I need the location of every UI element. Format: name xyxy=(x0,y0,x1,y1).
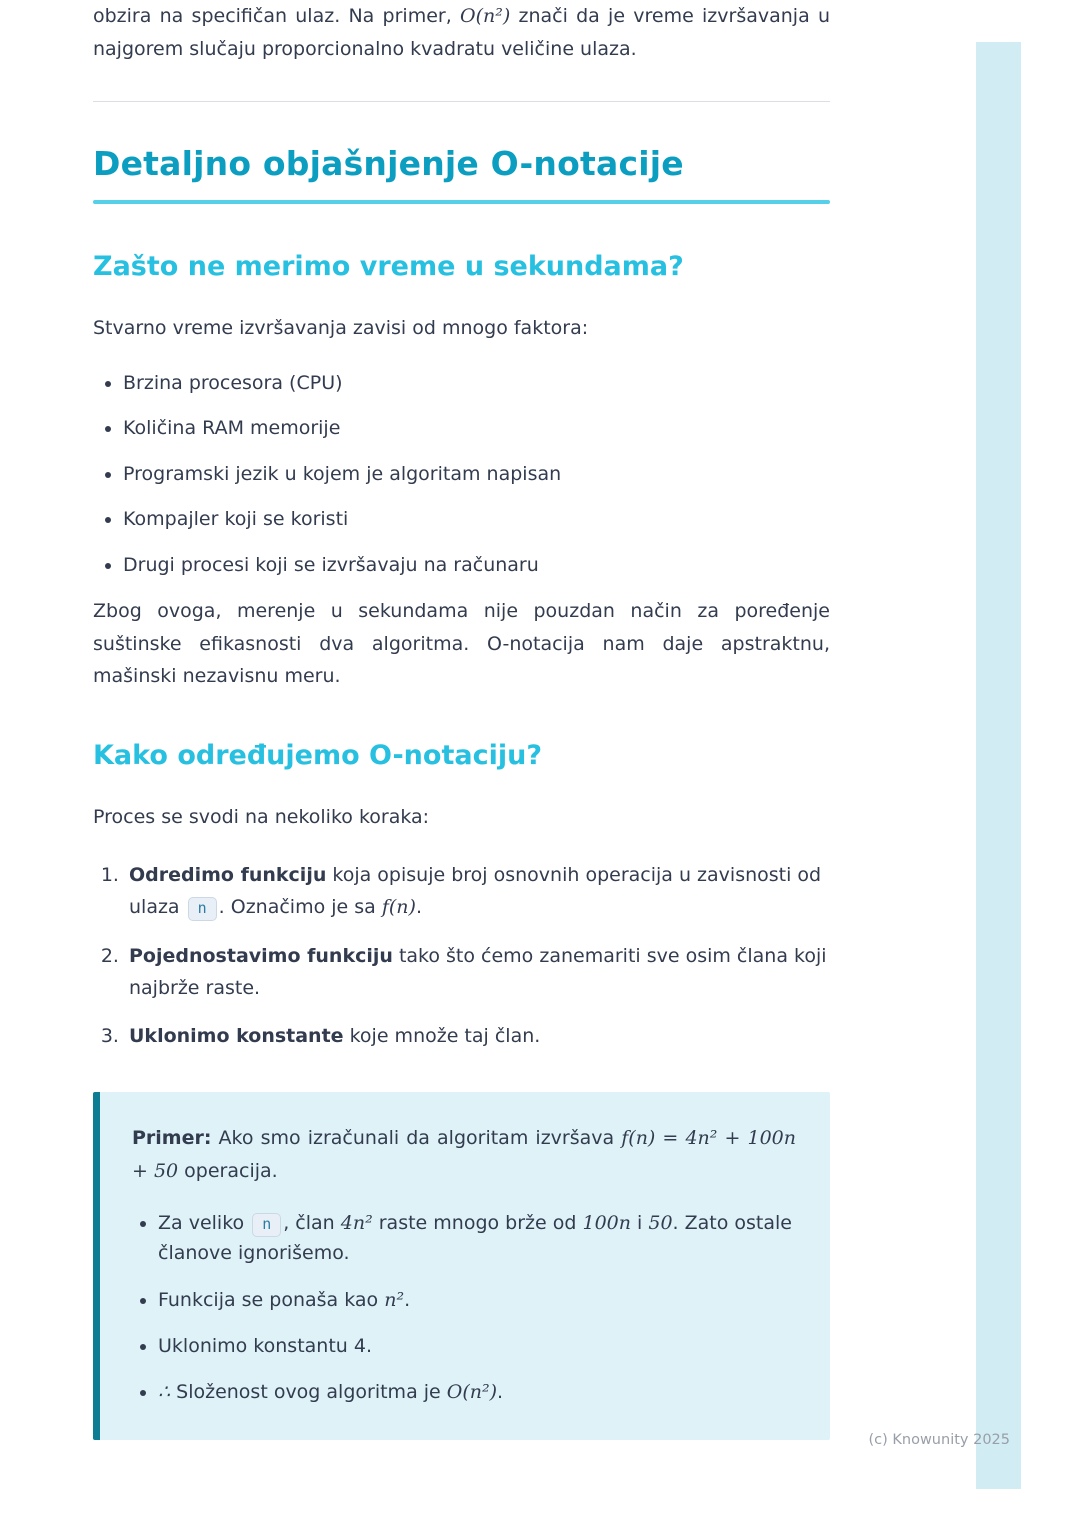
copyright-notice: (c) Knowunity 2025 xyxy=(868,1432,1010,1448)
intro-paragraph xyxy=(93,0,830,65)
math-n-squared: n² xyxy=(384,1288,405,1311)
list-item: • Drugi procesi koji se izvršavaju na računaru xyxy=(123,550,830,580)
step-text: tako što ćemo zanemariti sve osim člana koji najbrže raste. xyxy=(129,944,827,999)
math-o-n-squared: O(n²) xyxy=(446,1381,498,1404)
math-100n: 100n xyxy=(582,1211,631,1234)
factors-list xyxy=(93,368,830,580)
example-item-text: Funkcija se ponaša kao xyxy=(158,1288,385,1311)
therefore-symbol: ∴ xyxy=(158,1381,171,1404)
list-item: • Količina RAM memorije xyxy=(123,413,830,443)
example-item-text: Složenost ovog algoritma je xyxy=(170,1381,447,1404)
example-label: Primer: xyxy=(132,1127,212,1150)
example-callout xyxy=(93,1092,830,1439)
step-item-2 xyxy=(125,940,830,1005)
step-bold-label: Pojednostavimo funkciju xyxy=(129,944,393,967)
example-item-text: Za veliko xyxy=(158,1211,251,1234)
heading-underline xyxy=(93,200,830,204)
step-item-3 xyxy=(125,1020,830,1052)
list-item: • Kompajler koji se koristi xyxy=(123,504,830,534)
example-item-text: . xyxy=(497,1381,504,1404)
example-item-text: . xyxy=(404,1288,411,1311)
example-item-3 xyxy=(158,1331,796,1361)
example-text: operacija. xyxy=(178,1160,278,1183)
math-o-n-squared: O(n²) xyxy=(460,5,511,27)
list-item: • Brzina procesora (CPU) xyxy=(123,368,830,398)
section-heading-why: Zašto ne merimo vreme u sekundama? xyxy=(93,250,684,282)
document-content xyxy=(93,0,830,1440)
step-text: koje množe taj član. xyxy=(343,1025,541,1048)
inline-code-n: n xyxy=(188,897,217,921)
example-item-text: Uklonimo konstantu 4. xyxy=(158,1335,372,1357)
steps-list xyxy=(93,859,830,1052)
step-item-1 xyxy=(125,859,830,924)
example-item-text: i xyxy=(631,1211,649,1234)
example-item-1 xyxy=(158,1208,796,1269)
example-text: Ako smo izračunali da algoritam izvršava xyxy=(211,1127,622,1150)
example-list xyxy=(132,1208,796,1408)
example-item-text: , član xyxy=(283,1211,341,1234)
math-50: 50 xyxy=(648,1211,673,1234)
step-text: . xyxy=(415,896,422,919)
example-item-2 xyxy=(158,1285,796,1315)
why-conclusion-paragraph: Zbog ovoga, merenje u sekundama nije pouzdan način za poređenje suštinske efikasnosti dva algoritma. O-notacija nam daje apstraktnu, mašinski nezavisnu meru. xyxy=(93,599,830,688)
page-title: Detaljno objašnjenje O-notacije xyxy=(93,144,684,184)
why-lead-paragraph: Stvarno vreme izvršavanja zavisi od mnogo faktora: xyxy=(93,316,589,339)
section-heading-how: Kako određujemo O-notaciju? xyxy=(93,739,542,771)
list-item: • Programski jezik u kojem je algoritam napisan xyxy=(123,459,830,489)
step-text: koja opisuje broj osnovnih operacija u zavisnosti od ulaza xyxy=(129,864,822,919)
math-4n-squared: 4n² xyxy=(340,1211,373,1234)
inline-code-n: n xyxy=(252,1213,281,1237)
example-item-text: raste mnogo brže od xyxy=(372,1211,583,1234)
how-lead-paragraph: Proces se svodi na nekoliko koraka: xyxy=(93,805,430,828)
step-text: . Označimo je sa xyxy=(218,896,382,919)
example-paragraph xyxy=(132,1122,796,1187)
example-item-text: . Zato ostale članove ignorišemo. xyxy=(158,1211,792,1265)
math-function-formula: f(n) = 4n² + 100n + 50 xyxy=(132,1127,796,1183)
page-edge-stripe xyxy=(976,42,1021,1489)
math-f-of-n: f(n) xyxy=(381,896,416,919)
intro-text-1: obzira na specifičan ulaz. Na primer, xyxy=(93,5,460,27)
step-bold-label: Odredimo funkciju xyxy=(129,864,327,886)
intro-text-2: znači da je vreme izvršavanja u najgorem slučaju proporcionalno kvadratu veličine ulaza. xyxy=(93,5,830,60)
section-divider xyxy=(93,101,830,102)
step-bold-label: Uklonimo konstante xyxy=(129,1025,344,1048)
example-item-4 xyxy=(158,1377,796,1407)
